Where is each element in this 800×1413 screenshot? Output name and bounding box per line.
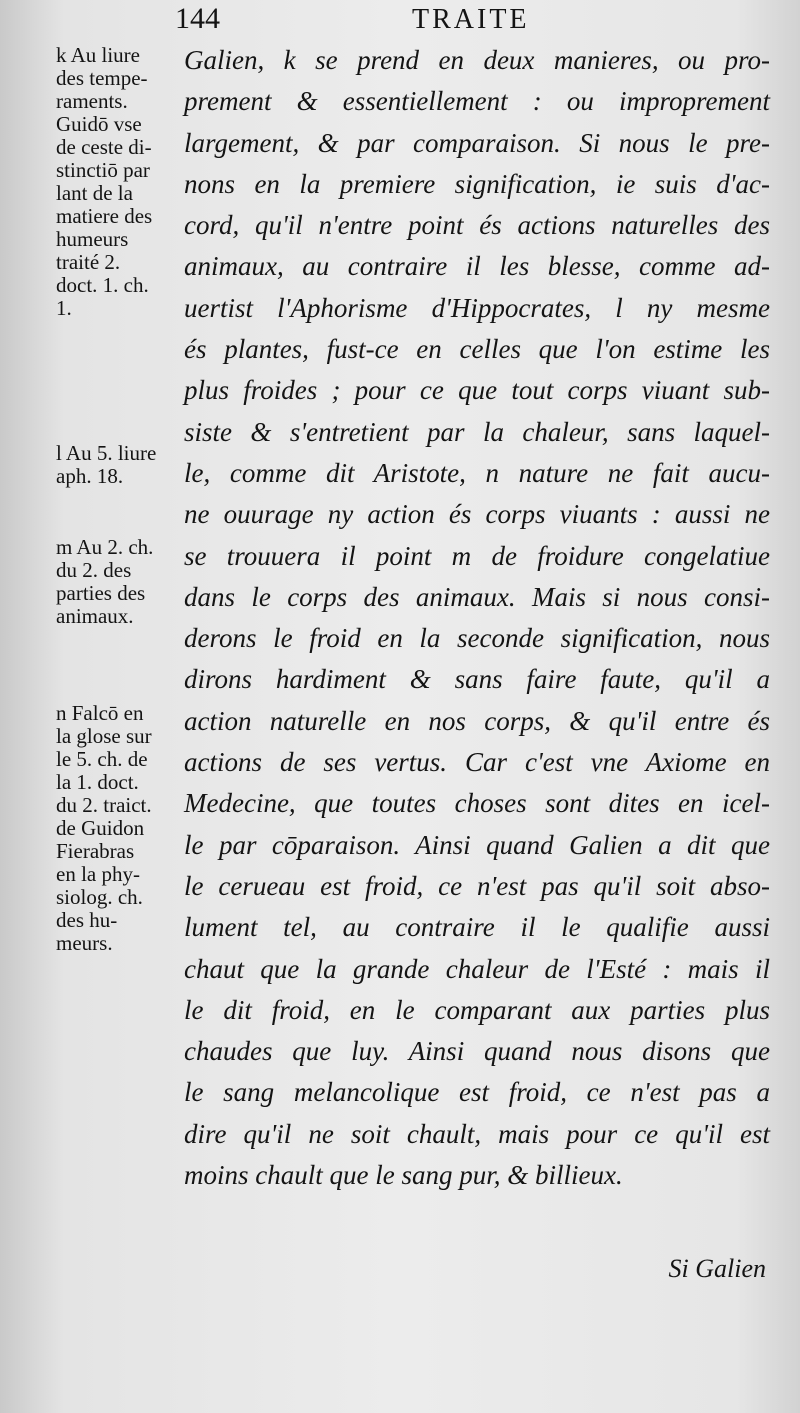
text-line: prement & essentiellement : ou improprement [184,86,770,117]
text-line: le cerueau est froid, ce n'est pas qu'il soit abso- [184,870,770,901]
text-line: le dit froid, en le comparant aux parties plus [184,994,770,1025]
text-line: cord, qu'il n'entre point és actions naturelles des [184,210,770,241]
text-line: derons le froid en la seconde signification, nous [184,623,770,654]
text-line: se trouuera il point m de froidure congelatiue [184,540,770,571]
text-line: nons en la premiere signification, ie suis d'ac- [184,168,770,199]
text-line: ne ouurage ny action és corps viuants : aussi ne [184,499,770,530]
text-line: animaux, au contraire il les blesse, comme ad- [184,251,770,282]
text-line: plus froides ; pour ce que tout corps viuant sub- [184,375,770,406]
running-title: TRAITE [412,4,530,35]
margin-note: n Falcō en la glose sur le 5. ch. de la 1. doct. du 2. traict. de Guidon Fierabras en la phy- siolog. ch. des hu- meurs. [56,701,152,955]
text-line: dans le corps des animaux. Mais si nous consi- [184,581,770,612]
catchword: Si Galien [668,1254,766,1283]
text-line: le, comme dit Aristote, n nature ne fait aucu- [184,457,770,488]
page-header [0,0,800,40]
text-line: actions de ses vertus. Car c'est vne Axiome en [184,747,770,778]
text-line: le par cōparaison. Ainsi quand Galien a dit que [184,829,770,860]
main-text-block [184,40,770,1196]
text-line: dirons hardiment & sans faire faute, qu'il a [184,664,770,695]
margin-note: k Au liure des tempe- raments. Guidō vse de ceste di- stinctiō par lant de la matiere des humeurs traité 2. doct. 1. ch. 1. [56,43,153,320]
text-line: chaudes que luy. Ainsi quand nous disons que [184,1036,770,1067]
page-number: 144 [175,2,220,35]
text-line: lument tel, au contraire il le qualifie aussi [184,912,770,943]
text-line: uertist l'Aphorisme d'Hippocrates, l ny mesme [184,292,770,323]
margin-note: l Au 5. liure aph. 18. [56,441,157,488]
text-line: Medecine, que toutes choses sont dites en icel- [184,788,770,819]
text-line: chaut que la grande chaleur de l'Esté : mais il [184,953,770,984]
margin-note: m Au 2. ch. du 2. des parties des animaux. [56,535,154,628]
text-line: és plantes, fust-ce en celles que l'on estime les [184,334,770,365]
text-line: siste & s'entretient par la chaleur, sans laquel- [184,416,770,447]
text-line: le sang melancolique est froid, ce n'est pas a [184,1077,770,1108]
text-line: moins chault que le sang pur, & billieux. [184,1160,623,1191]
text-line: largement, & par comparaison. Si nous le pre- [184,127,770,158]
text-line: dire qu'il ne soit chault, mais pour ce qu'il est [184,1118,770,1149]
text-line: Galien, k se prend en deux manieres, ou pro- [184,45,770,75]
text-line: action naturelle en nos corps, & qu'il entre és [184,705,770,736]
